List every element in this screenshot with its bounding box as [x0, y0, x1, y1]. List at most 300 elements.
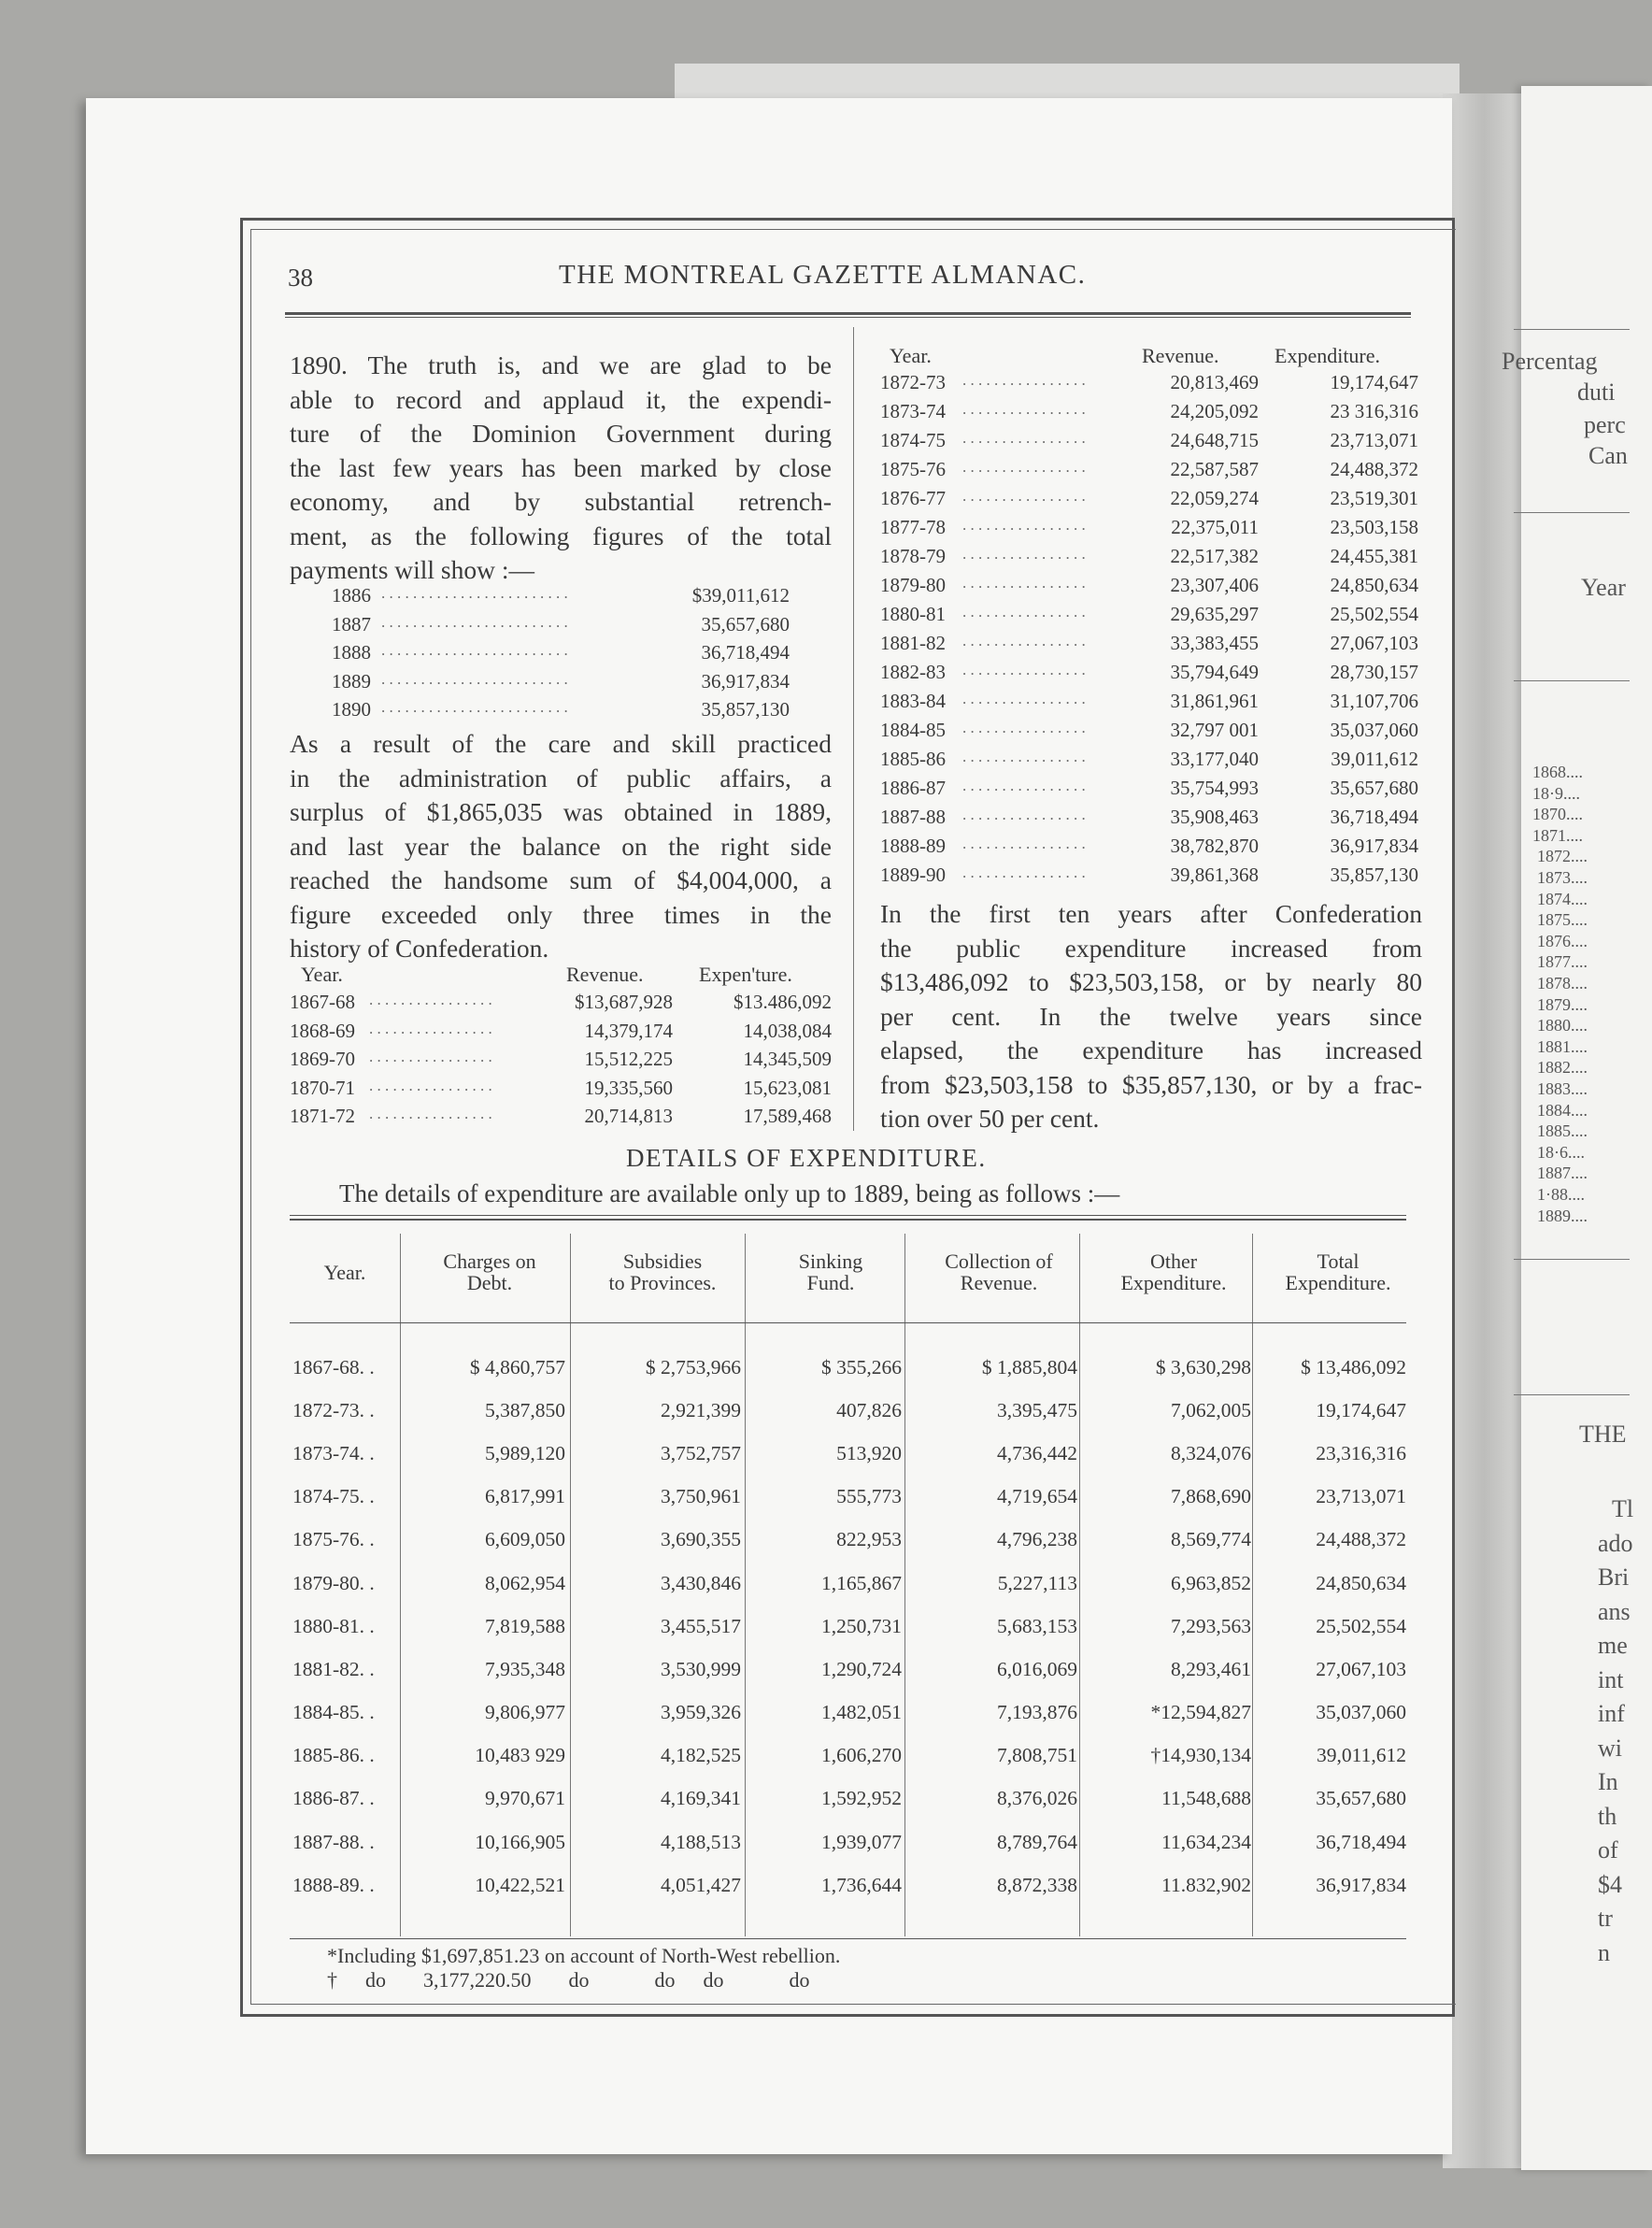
text-line: elapsed, the expenditure has increased	[880, 1035, 1422, 1064]
table-header-rule	[290, 1322, 1406, 1323]
cell-value: $ 3,630,298	[1155, 1355, 1251, 1378]
dot-leader: . . . . . . . . . . . . . . . . . . . . . . . .	[381, 641, 568, 659]
row-year: 1888-89	[880, 835, 946, 857]
row-expenditure: 35,857,130	[1330, 864, 1418, 886]
row-revenue: 14,379,174	[584, 1019, 673, 1042]
row-year: 1882-83	[880, 661, 946, 683]
row-revenue: 23,307,406	[1170, 574, 1259, 596]
row-revenue: 22,059,274	[1170, 487, 1259, 509]
dot-leader: . . . . . . . . . . . . . . . .	[369, 1048, 492, 1065]
cell-year: 1887-88. .	[292, 1830, 375, 1853]
cell-year: 1880-81. .	[292, 1614, 375, 1637]
cell-value: 6,016,069	[997, 1657, 1077, 1680]
next-page-text: Percentag	[1502, 348, 1598, 375]
cell-value: 3,455,517	[661, 1614, 741, 1637]
cell-value: 8,376,026	[997, 1787, 1077, 1810]
next-page-year: 1870....	[1532, 805, 1583, 824]
cell-year: 1885-86. .	[292, 1744, 375, 1767]
details-intro: The details of expenditure are available only up to 1889, being as follows :—	[339, 1179, 1120, 1207]
cell-value: 10,422,521	[475, 1873, 565, 1896]
col-header-expenditure: Expenditure.	[1275, 344, 1381, 367]
row-revenue: 22,517,382	[1170, 545, 1259, 567]
cell-value: 27,067,103	[1316, 1657, 1406, 1680]
text-line: figure exceeded only three times in the	[290, 899, 832, 929]
cell-value: 11,548,688	[1161, 1787, 1251, 1810]
dot-leader: . . . . . . . . . . . . . . . . . . . . . . . .	[381, 669, 568, 688]
next-page-text: Tl	[1612, 1495, 1634, 1522]
text-line: and last year the balance on the right side	[290, 831, 832, 861]
text-line: able to record and applaud it, the expendi-	[290, 384, 832, 414]
column-header-line: Revenue.	[960, 1271, 1038, 1294]
cell-value: 35,037,060	[1316, 1701, 1406, 1724]
cell-value: 9,806,977	[485, 1701, 565, 1724]
dot-leader: . . . . . . . . . . . . . . . .	[962, 487, 1086, 505]
row-revenue: 20,714,813	[584, 1105, 673, 1127]
cell-value: 7,062,005	[1171, 1398, 1251, 1421]
row-revenue: 35,754,993	[1170, 777, 1259, 799]
next-page-text: of	[1598, 1836, 1618, 1864]
next-page-text: perc	[1584, 411, 1626, 438]
table-column-line	[904, 1234, 905, 1936]
column-header-line: Debt.	[466, 1271, 513, 1294]
cell-value: 1,250,731	[821, 1614, 902, 1637]
cell-value: 4,182,525	[661, 1744, 741, 1767]
row-year: 1877-78	[880, 516, 946, 538]
payment-year: 1887	[332, 612, 371, 636]
header-rule	[285, 312, 1411, 315]
next-page-text: wi	[1598, 1734, 1622, 1762]
next-page-year: 1876....	[1537, 931, 1588, 950]
cell-year: 1872-73. .	[292, 1398, 375, 1421]
dot-leader: . . . . . . . . . . . . . . . .	[962, 719, 1086, 736]
cell-value: 1,165,867	[821, 1571, 902, 1594]
table-row	[285, 1605, 1416, 1648]
cell-value: $ 2,753,966	[645, 1355, 741, 1378]
cell-value: 6,963,852	[1171, 1571, 1251, 1594]
footnote-dagger: †	[327, 1968, 337, 1992]
next-page-heading: THE	[1579, 1421, 1627, 1448]
column-header-line: Sinking	[798, 1250, 863, 1273]
cell-value: 8,569,774	[1171, 1528, 1251, 1551]
next-page-rule	[1514, 1394, 1630, 1395]
row-year: 1884-85	[880, 719, 946, 741]
cell-year: 1886-87. .	[292, 1787, 375, 1810]
next-page-year: 1874....	[1537, 889, 1588, 908]
next-page-text: tr	[1598, 1905, 1613, 1932]
next-page-year: 1871....	[1532, 825, 1583, 845]
row-revenue: 22,375,011	[1171, 516, 1259, 538]
payment-year: 1889	[332, 669, 371, 693]
next-page-year: 1879....	[1537, 994, 1588, 1014]
table-row	[285, 1648, 1416, 1691]
left-intro-text	[290, 349, 832, 588]
next-page-year: 1878....	[1537, 974, 1588, 993]
next-page-year: 1875....	[1537, 910, 1588, 930]
cell-value: 1,606,270	[821, 1744, 902, 1767]
next-page-year: 1880....	[1537, 1016, 1588, 1035]
column-header-line: Total	[1317, 1250, 1360, 1273]
next-page-text: Can	[1588, 442, 1628, 469]
table-header-row	[285, 1226, 1416, 1318]
next-page-rule	[1514, 680, 1630, 681]
next-page-text: n	[1598, 1938, 1610, 1966]
next-page-year: 1881....	[1537, 1036, 1588, 1056]
text-line: 1890. The truth is, and we are glad to be	[290, 350, 832, 379]
row-expenditure: 39,011,612	[1331, 748, 1418, 770]
next-page-year: 1872....	[1537, 847, 1588, 866]
table-column-line	[745, 1234, 746, 1936]
table-row	[285, 1778, 1416, 1821]
cell-value: 7,819,588	[485, 1614, 565, 1637]
cell-year: 1888-89. .	[292, 1873, 375, 1896]
cell-value: 3,959,326	[661, 1701, 741, 1724]
row-revenue: 35,908,463	[1170, 806, 1259, 828]
next-page-year: 1873....	[1537, 868, 1588, 887]
table-row	[285, 1432, 1416, 1475]
row-expenditure: 31,107,706	[1330, 690, 1418, 712]
cell-value: 8,872,338	[997, 1873, 1077, 1896]
row-year: 1883-84	[880, 690, 946, 712]
row-year: 1885-86	[880, 748, 946, 770]
cell-value: 5,387,850	[485, 1398, 565, 1421]
table-top-rule	[290, 1215, 1406, 1216]
cell-value: 7,868,690	[1171, 1485, 1251, 1508]
dot-leader: . . . . . . . . . . . . . . . . . . . . . . . .	[381, 612, 568, 631]
row-expenditure: 24,850,634	[1330, 574, 1418, 596]
dot-leader: . . . . . . . . . . . . . . . .	[962, 632, 1086, 650]
row-revenue: 24,648,715	[1170, 429, 1259, 451]
text-line: from $23,503,158 to $35,857,130, or by a frac-	[880, 1069, 1422, 1099]
table-column-line	[400, 1234, 401, 1936]
text-line: ture of the Dominion Government during	[290, 419, 832, 448]
dot-leader: . . . . . . . . . . . . . . . .	[369, 991, 492, 1008]
next-page-year-label: Year	[1581, 574, 1626, 601]
cell-value: 9,970,671	[485, 1787, 565, 1810]
text-line: in the administration of public affairs, a	[290, 763, 832, 793]
row-revenue: 32,797 001	[1170, 719, 1259, 741]
next-page-year: 1·88....	[1537, 1185, 1585, 1204]
column-header-line: Fund.	[806, 1271, 855, 1294]
next-page-year: 1868....	[1532, 763, 1583, 781]
table-row	[285, 1389, 1416, 1432]
row-revenue: 29,635,297	[1170, 603, 1259, 625]
table-column-line	[1079, 1234, 1080, 1936]
cell-value: $ 13,486,092	[1301, 1355, 1406, 1378]
cell-value: 3,752,757	[661, 1441, 741, 1464]
cell-value: 3,430,846	[661, 1571, 741, 1594]
cell-value: 11.832,902	[1161, 1873, 1251, 1896]
cell-value: 5,683,153	[997, 1614, 1077, 1637]
cell-value: 8,789,764	[997, 1830, 1077, 1853]
text-line: In the first ten years after Confederation	[880, 899, 1422, 928]
row-year: 1869-70	[290, 1048, 355, 1070]
text-line: reached the handsome sum of $4,004,000, a	[290, 865, 832, 894]
dot-leader: . . . . . . . . . . . . . . . .	[962, 806, 1086, 823]
next-page-text: me	[1598, 1632, 1628, 1659]
dot-leader: . . . . . . . . . . . . . . . .	[962, 545, 1086, 563]
column-header-line: Charges on	[443, 1250, 536, 1273]
cell-value: 10,166,905	[475, 1830, 565, 1853]
cell-year: 1867-68. .	[292, 1355, 375, 1378]
cell-value: $ 4,860,757	[469, 1355, 565, 1378]
col-header-revenue: Revenue.	[1142, 344, 1219, 367]
text-line: surplus of $1,865,035 was obtained in 1889,	[290, 797, 832, 826]
row-year: 1878-79	[880, 545, 946, 567]
col-header-revenue: Revenue.	[566, 963, 644, 986]
cell-year: 1884-85. .	[292, 1701, 375, 1724]
column-header	[750, 1226, 911, 1318]
footnote-part: 3,177,220.50	[423, 1968, 532, 1992]
row-year: 1873-74	[880, 400, 946, 422]
next-page-text: int	[1598, 1665, 1624, 1693]
row-revenue: $13,687,928	[575, 991, 673, 1013]
row-expenditure: 17,589,468	[743, 1105, 832, 1127]
table-column-line	[570, 1234, 571, 1936]
column-header-line: to Provinces.	[608, 1271, 717, 1294]
cell-year: 1881-82. .	[292, 1657, 375, 1680]
row-revenue: 39,861,368	[1170, 864, 1259, 886]
left-result-text	[290, 727, 832, 966]
cell-value: 822,953	[836, 1528, 902, 1551]
row-year: 1872-73	[880, 371, 946, 393]
cell-value: 8,062,954	[485, 1571, 565, 1594]
table-row	[285, 1692, 1416, 1735]
row-expenditure: 14,345,509	[743, 1048, 832, 1070]
cell-value: *12,594,827	[1150, 1701, 1251, 1724]
dot-leader: . . . . . . . . . . . . . . . .	[962, 661, 1086, 678]
row-expenditure: 23 316,316	[1330, 400, 1418, 422]
row-revenue: 35,794,649	[1170, 661, 1259, 683]
column-header-line: Collection of	[945, 1250, 1053, 1273]
column-header-line: Other	[1149, 1250, 1198, 1273]
right-confederation-text	[880, 897, 1422, 1136]
dot-leader: . . . . . . . . . . . . . . . .	[962, 835, 1086, 852]
next-page-year: 1885....	[1537, 1121, 1588, 1141]
cell-value: 8,293,461	[1171, 1657, 1251, 1680]
cell-value: 3,750,961	[661, 1485, 741, 1508]
cell-value: 4,169,341	[661, 1787, 741, 1810]
dot-leader: . . . . . . . . . . . . . . . .	[962, 748, 1086, 765]
col-header-year: Year.	[301, 963, 343, 986]
column-header-line: Subsidies	[622, 1250, 703, 1273]
dot-leader: . . . . . . . . . . . . . . . .	[962, 429, 1086, 447]
next-page-text: duti	[1577, 378, 1616, 406]
cell-value: 23,316,316	[1316, 1441, 1406, 1464]
row-year: 1880-81	[880, 603, 946, 625]
row-revenue: 31,861,961	[1170, 690, 1259, 712]
cell-value: 36,917,834	[1316, 1873, 1406, 1896]
table-top-rule-2	[290, 1219, 1406, 1221]
col-header-year: Year.	[890, 344, 932, 367]
cell-value: 555,773	[836, 1485, 902, 1508]
payment-amount: 35,657,680	[701, 612, 790, 636]
cell-value: 23,713,071	[1316, 1485, 1406, 1508]
payment-amount: $39,011,612	[691, 584, 790, 607]
payment-amount: 36,917,834	[701, 669, 790, 693]
cell-value: $ 1,885,804	[981, 1355, 1077, 1378]
cell-value: 6,817,991	[485, 1485, 565, 1508]
next-page-rule	[1514, 512, 1630, 513]
page-number: 38	[288, 264, 313, 292]
page-title: THE MONTREAL GAZETTE ALMANAC.	[559, 260, 1087, 290]
row-revenue: 33,177,040	[1170, 748, 1259, 770]
next-page-text: $4	[1598, 1870, 1622, 1898]
row-expenditure: 35,037,060	[1330, 719, 1418, 741]
cell-value: 7,808,751	[997, 1744, 1077, 1767]
next-page-year: 1887....	[1537, 1164, 1588, 1183]
cell-value: 2,921,399	[661, 1398, 741, 1421]
text-line: $13,486,092 to $23,503,158, or by nearly 80	[880, 967, 1422, 996]
dot-leader: . . . . . . . . . . . . . . . .	[962, 516, 1086, 534]
row-revenue: 20,813,469	[1170, 371, 1259, 393]
row-expenditure: 23,519,301	[1330, 487, 1418, 509]
footnote-2	[327, 1968, 810, 1992]
column-header-line: Expenditure.	[1285, 1271, 1391, 1294]
cell-year: 1873-74. .	[292, 1441, 375, 1464]
cell-value: 6,609,050	[485, 1528, 565, 1551]
row-year: 1876-77	[880, 487, 946, 509]
cell-value: 36,718,494	[1316, 1830, 1406, 1853]
cell-value: †14,930,134	[1150, 1744, 1251, 1767]
cell-year: 1874-75. .	[292, 1485, 375, 1508]
table-bottom-rule	[290, 1938, 1406, 1939]
dot-leader: . . . . . . . . . . . . . . . .	[962, 458, 1086, 476]
cell-value: 7,935,348	[485, 1657, 565, 1680]
row-revenue: 15,512,225	[584, 1048, 673, 1070]
row-expenditure: 28,730,157	[1330, 661, 1418, 683]
cell-value: 3,690,355	[661, 1528, 741, 1551]
payment-year: 1888	[332, 641, 371, 664]
next-page-text: ans	[1598, 1597, 1631, 1625]
dot-leader: . . . . . . . . . . . . . . . .	[962, 864, 1086, 881]
footnote-part: do	[654, 1968, 676, 1992]
row-year: 1881-82	[880, 632, 946, 654]
column-header-line: Expenditure.	[1120, 1271, 1227, 1294]
cell-value: 1,592,952	[821, 1787, 902, 1810]
row-revenue: 38,782,870	[1170, 835, 1259, 857]
cell-value: 3,395,475	[997, 1398, 1077, 1421]
column-header	[1087, 1226, 1260, 1318]
cell-value: 10,483 929	[475, 1744, 565, 1767]
next-page-year: 1882....	[1537, 1058, 1588, 1078]
payment-amount: 35,857,130	[701, 698, 790, 721]
cell-value: 35,657,680	[1316, 1787, 1406, 1810]
table-row	[285, 1476, 1416, 1519]
cell-value: 11,634,234	[1161, 1830, 1251, 1853]
cell-value: 25,502,554	[1316, 1614, 1406, 1637]
row-year: 1870-71	[290, 1076, 355, 1099]
row-expenditure: 14,038,084	[743, 1019, 832, 1042]
next-page-text: Bri	[1598, 1564, 1630, 1591]
table-column-line	[1252, 1234, 1253, 1936]
column-header	[575, 1226, 750, 1318]
cell-value: 4,736,442	[997, 1441, 1077, 1464]
row-expenditure: 35,657,680	[1330, 777, 1418, 799]
row-year: 1867-68	[290, 991, 355, 1013]
footnote-part: do	[365, 1968, 386, 1992]
row-year: 1886-87	[880, 777, 946, 799]
cell-value: 1,290,724	[821, 1657, 902, 1680]
row-year: 1889-90	[880, 864, 946, 886]
cell-value: 4,796,238	[997, 1528, 1077, 1551]
cell-value: 24,488,372	[1316, 1528, 1406, 1551]
cell-value: 407,826	[836, 1398, 902, 1421]
row-year: 1887-88	[880, 806, 946, 828]
cell-value: 19,174,647	[1316, 1398, 1406, 1421]
text-line: economy, and by substantial retrench-	[290, 487, 832, 516]
column-header	[405, 1226, 575, 1318]
footnote-part: do	[703, 1968, 724, 1992]
row-revenue: 22,587,587	[1170, 458, 1259, 480]
cell-value: 5,989,120	[485, 1441, 565, 1464]
header-rule-thin	[285, 317, 1411, 318]
details-heading: DETAILS OF EXPENDITURE.	[626, 1144, 987, 1172]
dot-leader: . . . . . . . . . . . . . . . .	[962, 690, 1086, 707]
details-table	[285, 1226, 1416, 1907]
table-row	[285, 1821, 1416, 1864]
col-header-expenditure: Expen'ture.	[699, 963, 792, 986]
cell-year: 1879-80. .	[292, 1571, 375, 1594]
cell-value: 4,188,513	[661, 1830, 741, 1853]
text-line: tion over 50 per cent.	[880, 1104, 1100, 1133]
text-line: per cent. In the twelve years since	[880, 1001, 1422, 1031]
row-expenditure: $13.486,092	[733, 991, 832, 1013]
cell-value: $ 355,266	[821, 1355, 902, 1378]
cell-value: 1,482,051	[821, 1701, 902, 1724]
text-line: ment, as the following figures of the total	[290, 521, 832, 550]
row-year: 1874-75	[880, 429, 946, 451]
column-header	[285, 1226, 405, 1318]
payment-amount: 36,718,494	[701, 641, 790, 664]
cell-value: 5,227,113	[997, 1571, 1077, 1594]
row-expenditure: 27,067,103	[1330, 632, 1418, 654]
text-line: the last few years has been marked by close	[290, 452, 832, 482]
next-page-year: 1884....	[1537, 1100, 1588, 1120]
next-page-text: inf	[1598, 1700, 1625, 1727]
next-page-year: 1883....	[1537, 1079, 1588, 1098]
cell-value: 3,530,999	[661, 1657, 741, 1680]
row-expenditure: 36,718,494	[1330, 806, 1418, 828]
dot-leader: . . . . . . . . . . . . . . . . . . . . . . . .	[381, 584, 568, 602]
next-page-rule	[1514, 329, 1630, 330]
dot-leader: . . . . . . . . . . . . . . . .	[962, 400, 1086, 418]
row-expenditure: 23,713,071	[1330, 429, 1418, 451]
dot-leader: . . . . . . . . . . . . . . . .	[962, 371, 1086, 389]
row-year: 1871-72	[290, 1105, 355, 1127]
table-row	[285, 1346, 1416, 1389]
cell-value: 1,939,077	[821, 1830, 902, 1853]
next-page-year: 18·9....	[1532, 783, 1580, 803]
payment-year: 1886	[332, 584, 371, 607]
dot-leader: . . . . . . . . . . . . . . . .	[962, 603, 1086, 621]
payment-year: 1890	[332, 698, 371, 721]
next-page-text: th	[1598, 1802, 1617, 1830]
next-page-year: 1889....	[1537, 1206, 1588, 1225]
text-line: As a result of the care and skill practiced	[290, 729, 832, 758]
dot-leader: . . . . . . . . . . . . . . . .	[369, 1105, 492, 1122]
row-expenditure: 24,488,372	[1330, 458, 1418, 480]
row-expenditure: 24,455,381	[1330, 545, 1418, 567]
column-header-line: Year.	[323, 1260, 366, 1284]
next-page-year: 18·6....	[1537, 1142, 1585, 1162]
cell-value: 4,719,654	[997, 1485, 1077, 1508]
cell-value: 513,920	[836, 1441, 902, 1464]
row-revenue: 24,205,092	[1170, 400, 1259, 422]
row-expenditure: 23,503,158	[1330, 516, 1418, 538]
row-year: 1875-76	[880, 458, 946, 480]
cell-value: 24,850,634	[1316, 1571, 1406, 1594]
cell-value: 4,051,427	[661, 1873, 741, 1896]
